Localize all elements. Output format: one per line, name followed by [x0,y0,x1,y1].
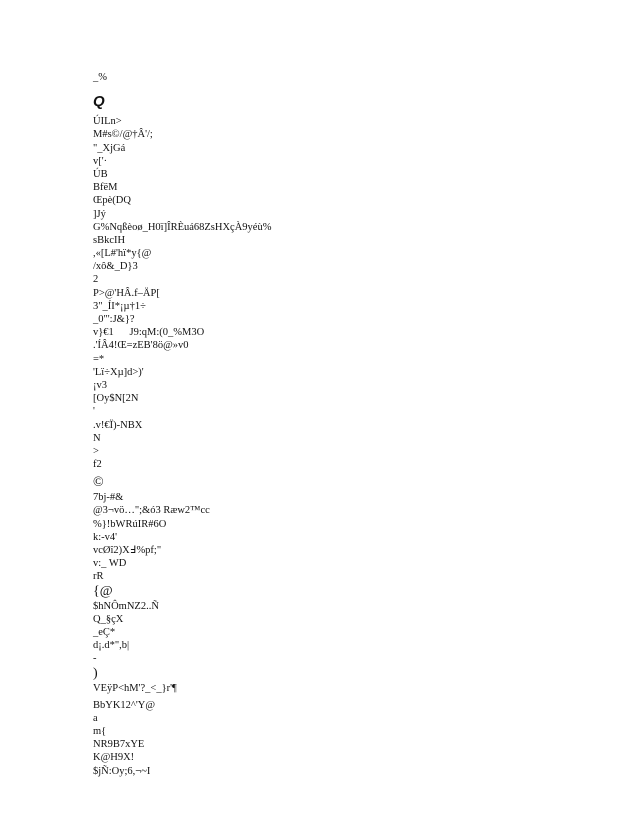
text-line: _eÇ* [93,626,116,638]
text-line: f2 [93,459,102,471]
text-line: v:_ WD [93,558,127,570]
text-line: .'ÍÂ4!Œ=zEB'8ö@»v0 [93,340,189,352]
text-line: 'Lï÷Xµ]d>)' [93,366,144,378]
text-line: 7bj-#& [93,492,124,504]
text-line: VEÿP<hM'?_<_}r'¶ [93,682,177,694]
text-line: ' [93,406,95,418]
text-line: $jÑ:Oy;6,¬~I [93,765,151,777]
text-line: 2 [93,274,99,286]
heading-q: Q [93,93,105,111]
text-line: =* [93,353,105,365]
text-line: rR [93,571,104,583]
text-line: Q_§çX [93,613,124,625]
text-line: v}€1 J9:qM:(0_%M3O [93,327,205,339]
text-line: NR9B7xYE [93,739,145,751]
text-line: /xô&_D}3 [93,261,138,273]
text-line: G%Nqßèoø_H0ï]ÎRÈuá68ZsHXçÀ9yéù% [93,221,272,233]
text-block-b [93,491,593,583]
text-line: k:-v4' [93,531,118,543]
text-line: .v!€Ï)-NBX [93,419,143,431]
text-line: ÚB [93,168,108,180]
text-line: - [93,653,97,665]
text-line: ,«[L#'hï*y{@ [93,248,152,260]
text-line: $hNÔmNZ2..Ñ [93,600,159,612]
text-line: Œpè(DQ [93,195,131,207]
text-line: P>@'HÂ.f–ÄP[ [93,287,160,299]
header-mark: _% [93,72,107,83]
text-line: ¡v3 [93,379,107,391]
text-line: @3¬vö…";&ó3 Ræw2™cc [93,505,210,517]
text-line: > [93,445,99,457]
text-line: %}!bWRúIR#6O [93,518,167,530]
text-line: ]Jý [93,208,106,220]
text-line: ÚILn> [93,116,122,128]
text-line: _0"':J&}? [93,314,135,325]
text-line: v['· [93,155,108,167]
text-line: N [93,432,101,444]
brace-mark: {@ [93,583,113,599]
text-line: K@H9X! [93,752,135,764]
text-line: m{ [93,726,107,738]
text-line: d¡.d*",b| [93,640,130,652]
text-line: M#s©/@†Â'/; [93,129,153,141]
paren-mark: ) [93,665,98,681]
text-block-c [93,600,593,666]
text-line: BfëM [93,182,118,194]
text-line: sBkcIH [93,234,126,246]
copyright-mark: © [93,475,104,491]
text-line: [Oy$N[2N [93,393,139,405]
text-line: vcØî2)X߃%pf;" [93,545,162,556]
text-block-a [93,115,593,471]
text-line: BbYK12^'Y@ [93,699,155,711]
document-body [93,71,593,778]
text-line: 3"_ÍI*¡µ†1÷ [93,300,146,312]
text-line: "_XjGá [93,142,126,154]
text-block-e [93,699,593,778]
text-line: a [93,712,98,724]
